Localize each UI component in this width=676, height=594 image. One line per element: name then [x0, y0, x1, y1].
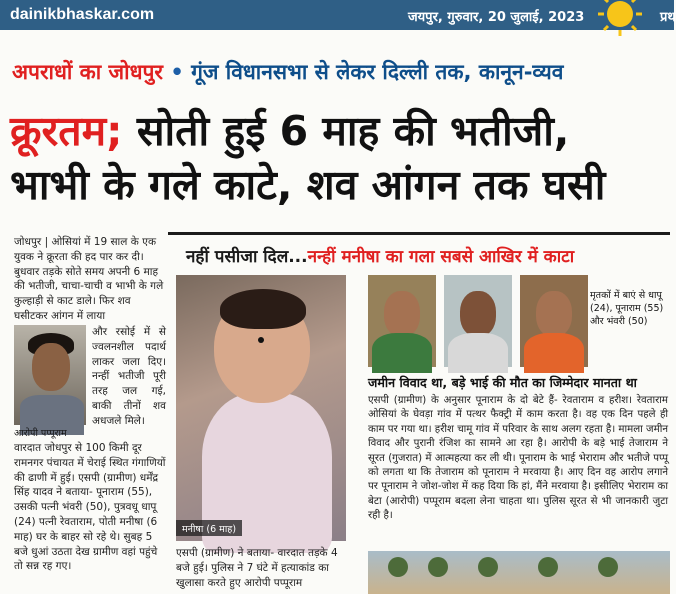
box-subhead-2: जमीन विवाद था, बड़े भाई की मौत का जिम्मेदार मानता था — [368, 375, 637, 390]
story-body-left: वारदात जोधपुर से 100 किमी दूर रामनगर पंचायत में चेराई स्थित गंगाणियों की ढाणी में हुई। एसपी (ग्रामीण) धर्मेंद्र सिंह यादव ने बताया- पूनाराम (55), उसकी पत्नी भंवरी (50), पुत्रवधू धापू (24) पत्नी रेवताराम, पोती मनीषा (6 माह) घर के बाहर सो रहे थे। सुबह 5 बजे धुआं उठता देख ग्रामीण वहां पहुंचे तो सन्न रह गए। — [14, 442, 166, 573]
kicker-bullet: • — [170, 60, 184, 84]
main-headline — [10, 104, 670, 212]
headline-line1-text: सोती हुई 6 माह की भतीजी, — [122, 107, 570, 155]
headline-lead: क्रूरतम; — [10, 107, 123, 155]
masthead-bar — [0, 0, 674, 30]
kicker-subtopic: गूंज विधानसभा से लेकर दिल्ली तक, कानून-व्यव — [191, 60, 564, 84]
wrap-text: और रसोई में से ज्वलनशील पदार्थ लाकर जला दिए। नन्हीं भतीजी पूरी तरह जल गई, बाकी तीनों शव अधजले मिले। — [92, 326, 166, 427]
kicker-topic: अपराधों का जोधपुर — [12, 60, 163, 84]
issue-date: जयपुर, गुरुवार, 20 जुलाई, 2023 — [408, 10, 585, 25]
victims-photos — [368, 275, 588, 367]
subhead-red: नन्हीं मनीषा का गला सबसे आखिर में काटा — [307, 247, 575, 267]
subhead-black: नहीं पसीजा दिल... — [186, 247, 308, 267]
village-photo — [368, 551, 670, 594]
victim-photo-punaram — [444, 275, 512, 367]
box-subheadline — [186, 244, 574, 267]
victim-photo-dhapu — [368, 275, 436, 367]
kicker-line — [12, 58, 563, 86]
edition-label: प्रथ — [660, 10, 676, 25]
victims-caption: मृतकों में बाएं से धापू (24), पूनाराम (55) और भंवरी (50) — [590, 290, 664, 327]
victim-photo-bhanwari — [520, 275, 588, 367]
sun-icon — [596, 0, 644, 38]
box-text-below-photo: एसपी (ग्रामीण) ने बताया- वारदात तड़के 4 बजे हुई। पुलिस ने 7 घंटे में हत्याकांड का खुलासा करते हुए आरोपी पप्पूराम — [176, 547, 338, 589]
intro-paragraph: जोधपुर | ओसियां में 19 साल के एक युवक ने क्रूरता की हद पार कर दी। बुधवार तड़के सोते समय अपनी 6 माह की भतीजी, चाचा-चाची व भाभी के गले कुल्हाड़ी से काट डाले। फिर शव घसीटकर आंगन में लाया — [14, 236, 164, 322]
headline-line-1 — [10, 104, 670, 158]
headline-line-2: भाभी के गले काटे, शव आंगन तक घसी — [10, 161, 606, 209]
baby-photo-caption: मनीषा (6 माह) — [176, 520, 242, 536]
baby-photo — [176, 275, 346, 541]
box-body-text: एसपी (ग्रामीण) के अनुसार पूनाराम के दो बेटे हैं- रेवताराम व हरीश। रेवताराम ओसियां के घेवड़ा गांव में पत्थर फैक्ट्री में काम करता है। वह एक दिन पहले ही काम पर गया था। हरीश चामू गांव में परिवार के साथ अलग रहता है। मामला जमीन विवाद और पुरानी रंजिश का सामने आ रहा है। आरोपी के बड़े भाई तेजाराम ने सूरत (गुजरात) में आत्महत्या कर ली थी। पूनाराम के भाई भेराराम और भतीजे पप्पू को लगता था कि तेजाराम को पूनाराम ने मरवाया है। आए दिन वह आरोप लगाने पर पूनाराम ने जोश-जोश में कह दिया कि हां, मैंने मरवाया है। इसीलिए भेराराम का बेटा (आरोपी) पप्पूराम बदला लेना चाहता था। पुलिस सूरत से भी जानकारी जुटा रही है। — [368, 395, 668, 522]
accused-photo-caption: आरोपी पप्पूराम — [14, 428, 67, 439]
story-intro — [14, 235, 164, 324]
site-name: dainikbhaskar.com — [10, 6, 155, 23]
accused-photo — [14, 325, 86, 425]
